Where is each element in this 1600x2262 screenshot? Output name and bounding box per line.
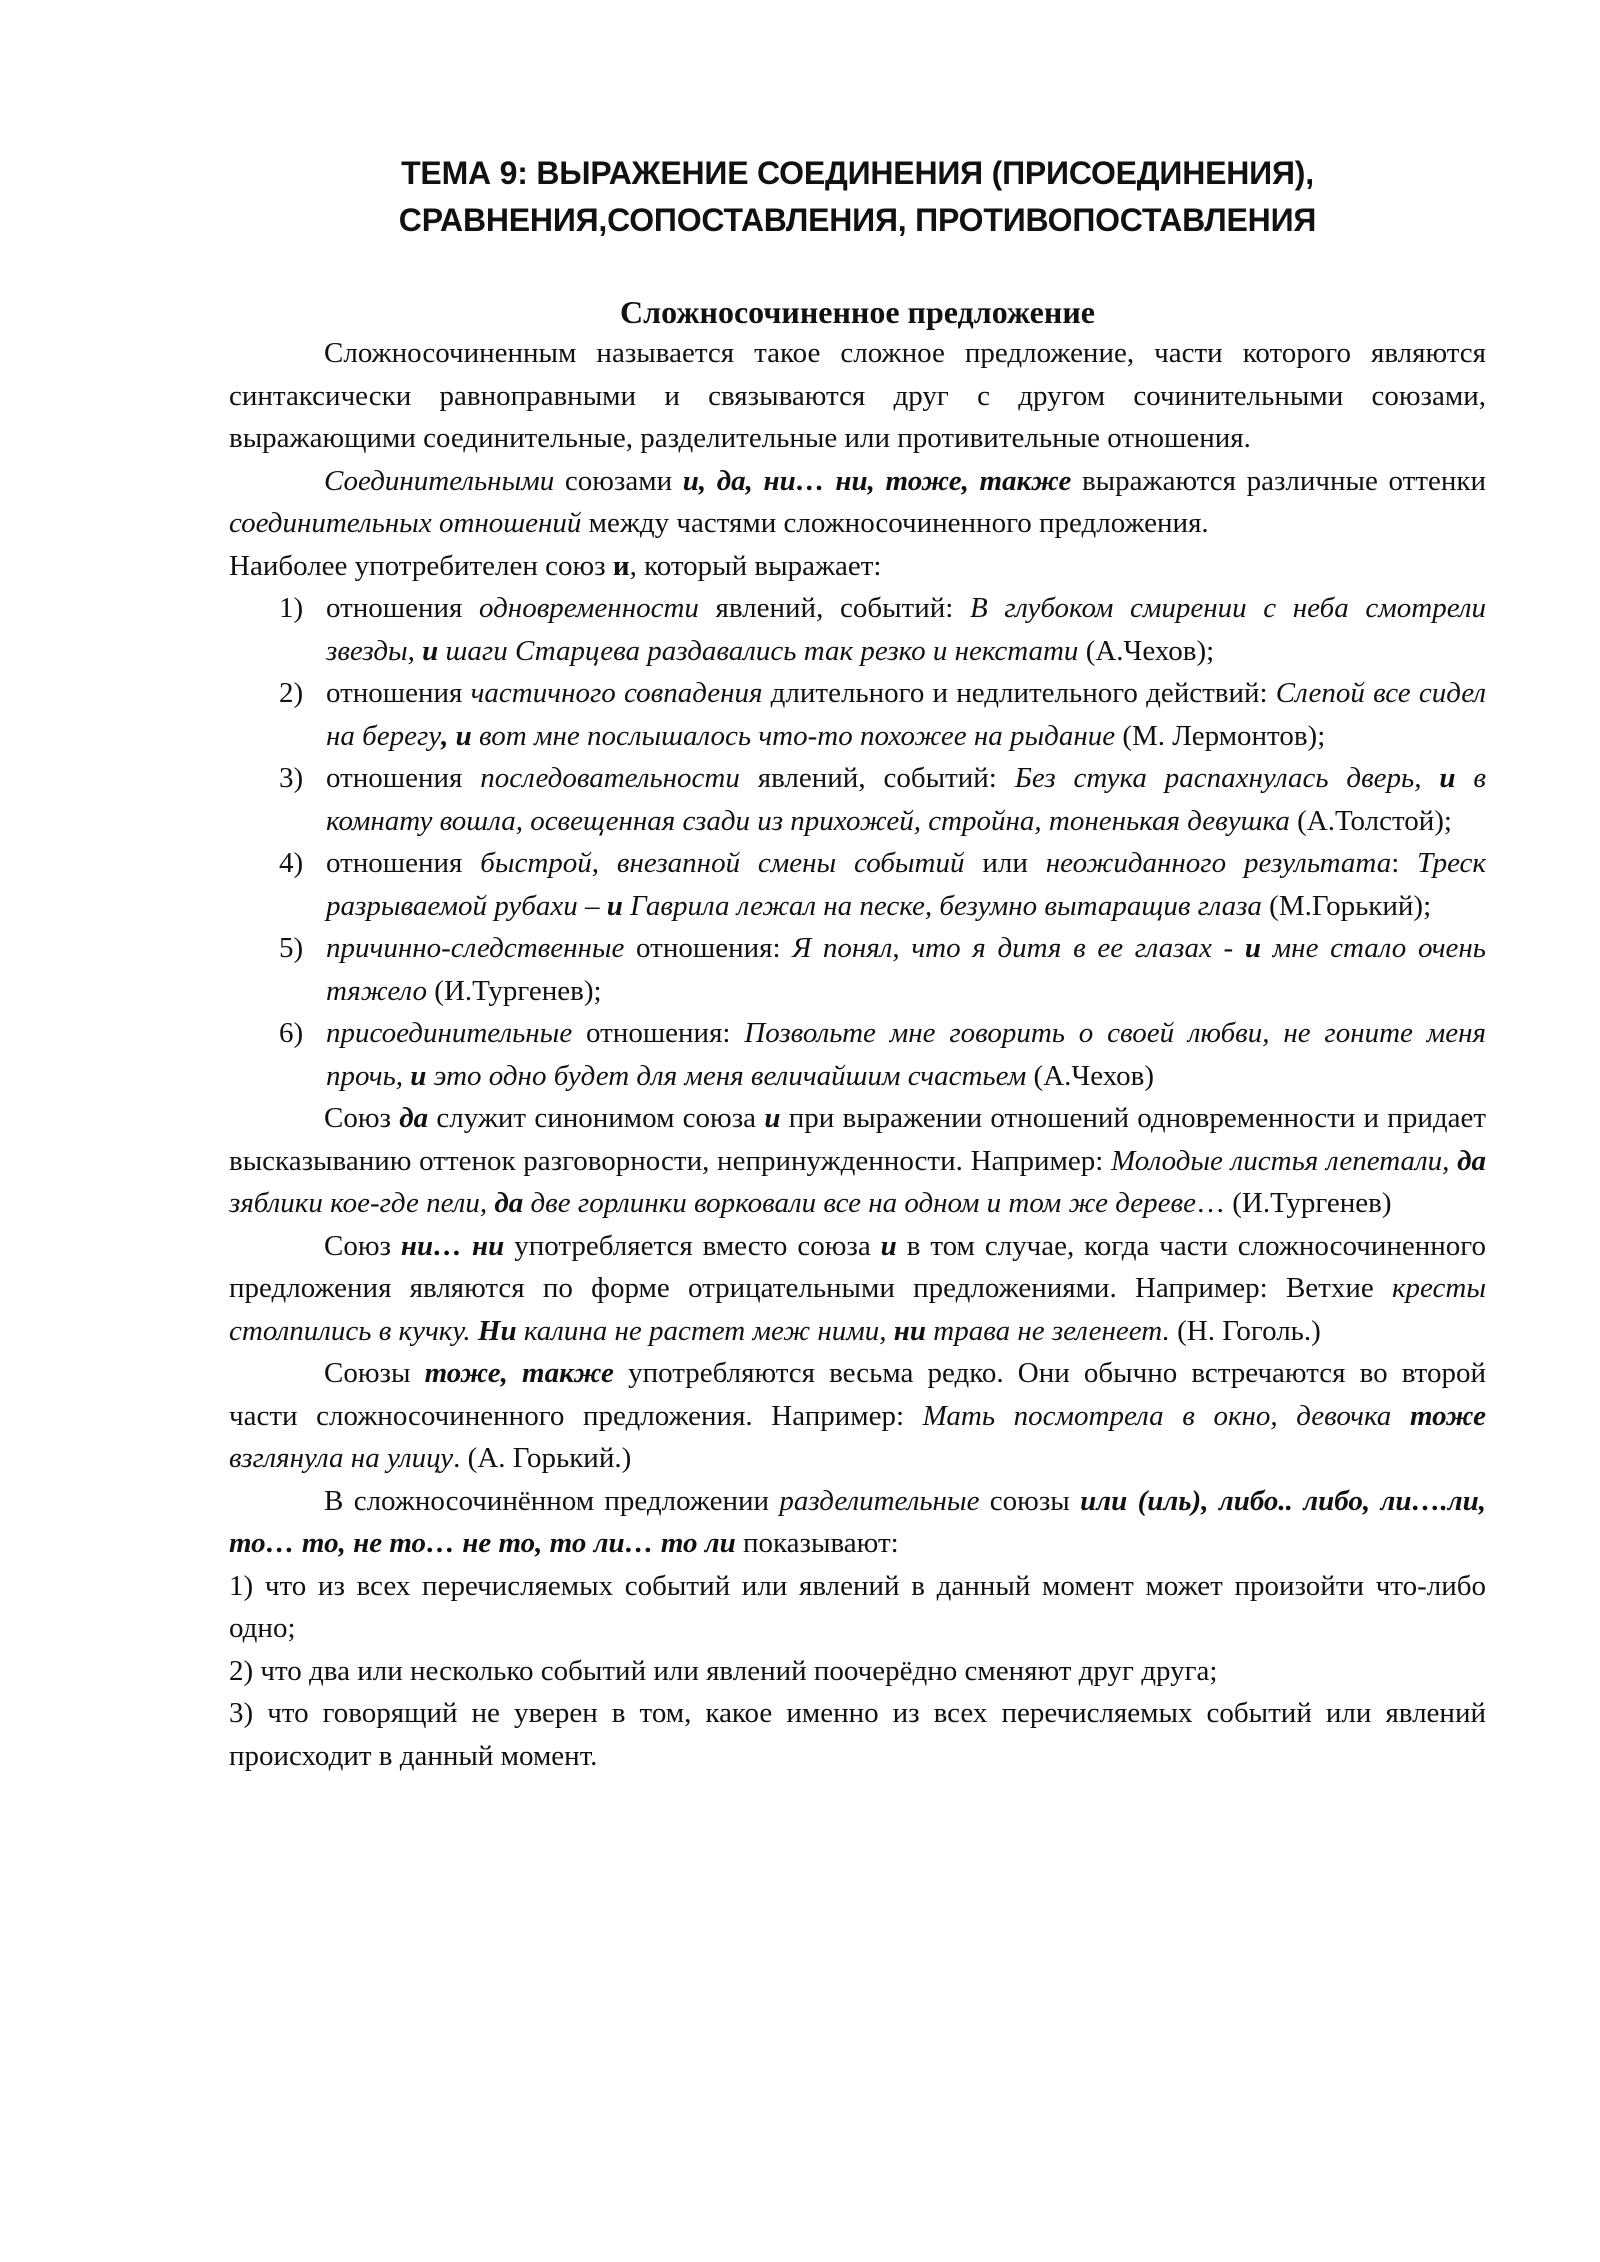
list-item: 2) отношения частичного совпадения длительного и недлительного действий: Слепой все сидел на берегу, и вот мне послышалось что-то похожее на рыдание (М. Лермонтов); [279,677,1487,752]
conjunction-tozhe-paragraph: Союзы тоже, также употребляются весьма редко. Они обычно встречаются во второй части сложносочиненного предложения. Например: Мать посмотрела в окно, девочка тоже взглянула на улицу. (А. Горький.) [229,1357,1486,1474]
list-item: 5) причинно-следственные отношения: Я понял, что я дитя в ее глазах - и мне стало очень тяжело (И.Тургенев); [279,932,1486,1007]
title-line-2: СРАВНЕНИЯ,СОПОСТАВЛЕНИЯ, ПРОТИВОПОСТАВЛЕНИЯ [398,202,1317,238]
document-page [229,150,1486,1777]
connective-conjunctions-paragraph: Соединительными союзами и, да, ни… ни, тоже, также выражаются различные оттенки соединительных отношений между частями сложносочиненного предложения. [229,464,1486,539]
definition-paragraph: Сложносочиненным называется такое сложное предложение, части которого являются синтаксически равноправными и связываются друг с другом сочинительными союзами, выражающими соединительные, разделительные или противительные отношения. [229,337,1486,454]
disjunctive-conjunctions-paragraph: В сложносочинённом предложении разделительные союзы или (иль), либо.. либо, ли….ли, то… то, не то… не то, то ли… то ли показывают: [229,1484,1486,1559]
list-item: 4) отношения быстрой, внезапной смены событий или неожиданного результата: Треск разрываемой рубахи – и Гаврила лежал на песке, безумно вытаращив глаза (М.Горький); [279,847,1486,922]
disjunctive-point-3: 3) что говорящий не уверен в том, какое именно из всех перечисляемых событий или явлений происходит в данный момент. [229,1697,1486,1772]
list-item: 3) отношения последовательности явлений, событий: Без стука распахнулась дверь, и в комнату вошла, освещенная сзади из прихожей, стройна, тоненькая девушка (А.Толстой); [279,762,1486,837]
conjunction-da-paragraph: Союз да служит синонимом союза и при выражении отношений одновременности и придает высказыванию оттенок разговорности, непринужденности. Например: Молодые листья лепетали, да зяблики кое-где пели, да две горлинки ворковали все на одном и том же дереве… (И.Тургенев) [229,1102,1487,1219]
page-title [229,150,1486,244]
title-line-1: ТЕМА 9: ВЫРАЖЕНИЕ СОЕДИНЕНИЯ (ПРИСОЕДИНЕНИЯ), [401,155,1314,191]
list-item: 1) отношения одновременности явлений, событий: В глубоком смирении с неба смотрели звезды, и шаги Старцева раздавались так резко и некстати (А.Чехов); [279,592,1486,667]
conjunction-i-intro: Наиболее употребителен союз и, который выражает: [229,549,882,582]
disjunctive-point-1: 1) что из всех перечисляемых событий или явлений в данный момент может произойти что-либо одно; [229,1569,1486,1644]
conjunction-ni-ni-paragraph: Союз ни… ни употребляется вместо союза и в том случае, когда части сложносочиненного предложения являются по форме отрицательными предложениями. Например: Ветхие кресты столпились в кучку. Ни калина не растет меж ними, ни трава не зеленеет. (Н. Гоголь.) [229,1229,1486,1347]
list-item: 6) присоединительные отношения: Позвольте мне говорить о своей любви, не гоните меня прочь, и это одно будет для меня величайшим счастьем (А.Чехов) [279,1017,1486,1092]
section-subtitle: Сложносочиненное предложение [620,294,1095,330]
relations-list [229,587,1486,1097]
disjunctive-point-2: 2) что два или несколько событий или явлений поочерёдно сменяют друг друга; [229,1654,1218,1687]
